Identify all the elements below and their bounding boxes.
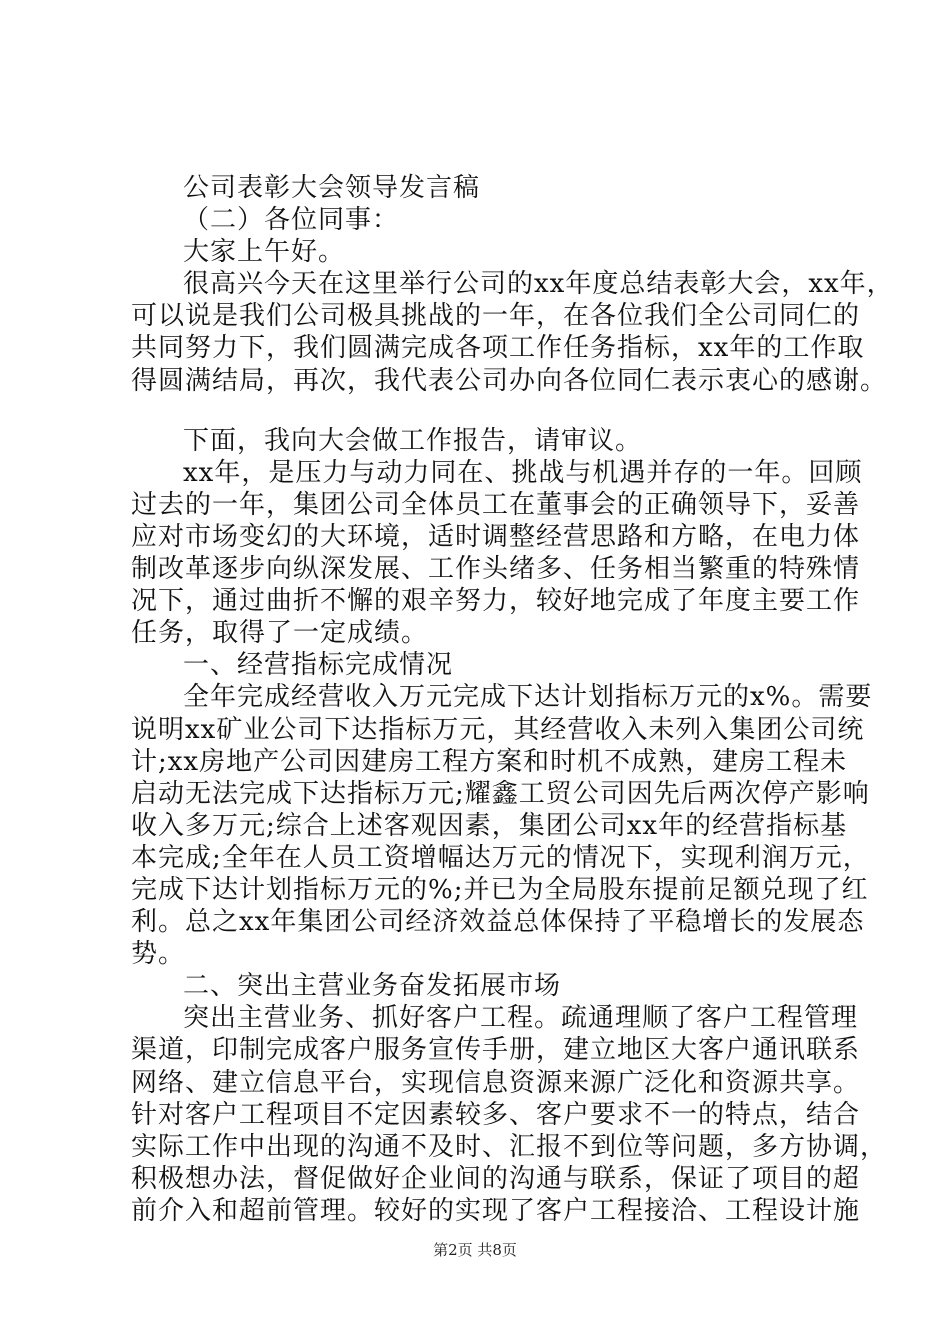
text-line: 针对客户工程项目不定因素较多、客户要求不一的特点，结合 (131, 1099, 861, 1130)
document-body (131, 172, 894, 1227)
text-line: 启动无法完成下达指标万元;耀鑫工贸公司因先后两次停产影响 (131, 778, 870, 809)
text-line: 很高兴今天在这里举行公司的xx年度总结表彰大会，xx年， (183, 269, 894, 300)
text-line: 二、突出主营业务奋发拓展市场 (183, 971, 562, 1002)
text-line: 完成下达计划指标万元的%;并已为全局股东提前足额兑现了红 (131, 874, 869, 905)
text-line: 网络、建立信息平台，实现信息资源来源广泛化和资源共享。 (131, 1067, 861, 1098)
text-line: 本完成;全年在人员工资增幅达万元的情况下，实现利润万元， (131, 842, 870, 873)
text-line: 实际工作中出现的沟通不及时、汇报不到位等问题，多方协调， (131, 1131, 888, 1162)
text-line: 制改革逐步向纵深发展、工作头绪多、任务相当繁重的特殊情 (131, 554, 861, 585)
text-line: 积极想办法，督促做好企业间的沟通与联系，保证了项目的超 (131, 1163, 861, 1194)
text-line: 一、经营指标完成情况 (183, 650, 454, 681)
text-line: 况下，通过曲折不懈的艰辛努力，较好地完成了年度主要工作 (131, 586, 861, 617)
text-line: 下面，我向大会做工作报告，请审议。 (183, 425, 643, 456)
text-line: 过去的一年，集团公司全体员工在董事会的正确领导下，妥善 (131, 489, 861, 520)
document-title: 公司表彰大会领导发言稿 (183, 173, 481, 203)
text-line: 全年完成经营收入万元完成下达计划指标万元的x%。需要 (183, 682, 873, 713)
text-line: 渠道，印制完成客户服务宣传手册，建立地区大客户通讯联系 (131, 1035, 861, 1066)
text-line: 说明xx矿业公司下达指标万元，其经营收入未列入集团公司统 (131, 714, 865, 745)
paragraph-gap (131, 397, 831, 425)
page-number-label: 第2页 共8页 (433, 1241, 517, 1259)
page-footer (0, 1240, 950, 1260)
text-line: 突出主营业务、抓好客户工程。疏通理顺了客户工程管理 (183, 1003, 859, 1034)
text-line: 共同努力下，我们圆满完成各项工作任务指标，xx年的工作取 (131, 333, 865, 364)
text-line: （二）各位同事： (183, 205, 400, 236)
text-line: 计;xx房地产公司因建房工程方案和时机不成熟，建房工程未 (131, 746, 848, 777)
text-line: 前介入和超前管理。较好的实现了客户工程接洽、工程设计施 (131, 1195, 861, 1226)
text-line: 大家上午好。 (183, 237, 346, 268)
text-line: 得圆满结局，再次，我代表公司办向各位同仁表示衷心的感谢。 (131, 365, 888, 396)
text-line: 任务，取得了一定成绩。 (131, 618, 429, 649)
text-line: 势。 (131, 939, 186, 970)
text-line: xx年，是压力与动力同在、挑战与机遇并存的一年。回顾 (183, 457, 863, 488)
text-line: 应对市场变幻的大环境，适时调整经营思路和方略，在电力体 (131, 521, 861, 552)
text-line: 可以说是我们公司极具挑战的一年，在各位我们全公司同仁的 (131, 301, 861, 332)
text-line: 利。总之xx年集团公司经济效益总体保持了平稳增长的发展态 (131, 907, 865, 938)
text-line: 收入多万元;综合上述客观因素，集团公司xx年的经营指标基 (131, 810, 848, 841)
